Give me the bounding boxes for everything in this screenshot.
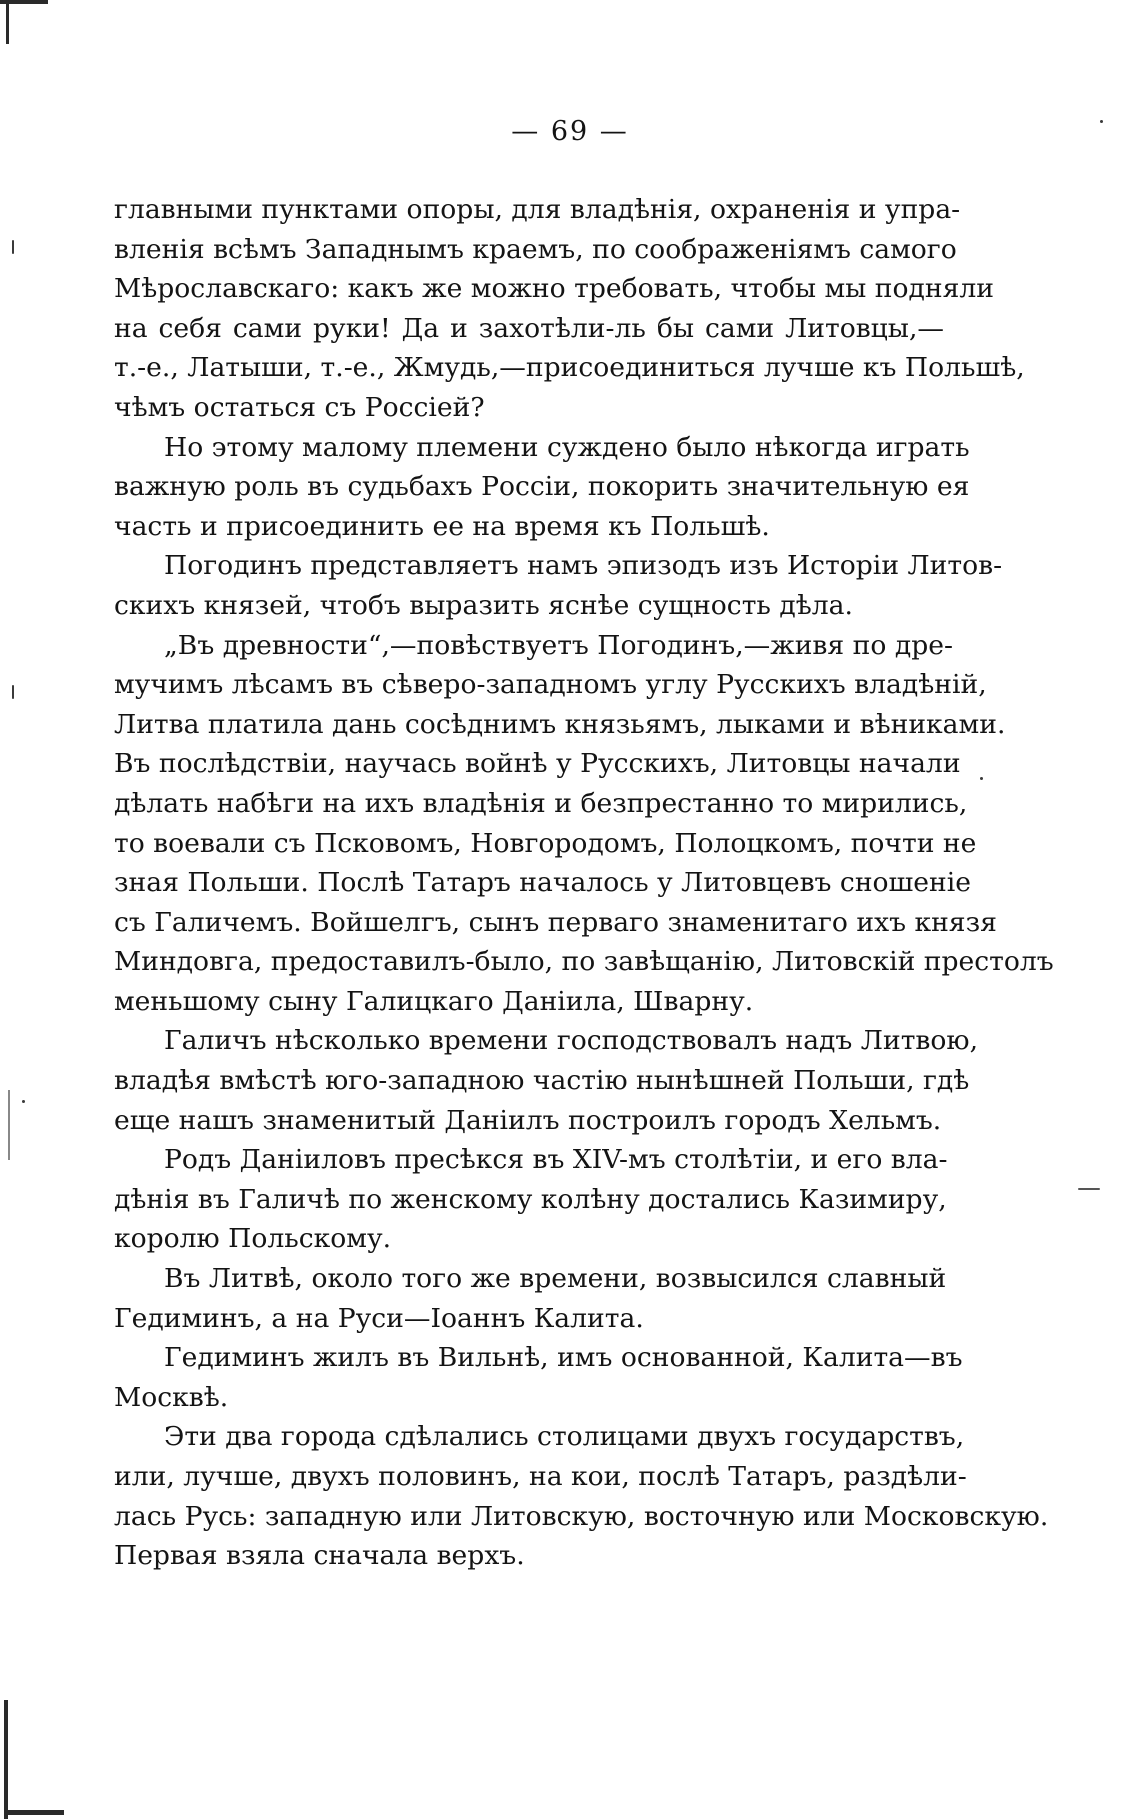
text-line: Литва платила дань сосѣднимъ князьямъ, лыками и вѣниками.: [114, 708, 1006, 740]
text-line: лась Русь: западную или Литовскую, восточную или Московскую.: [114, 1500, 1049, 1532]
text-line: съ Галичемъ. Войшелгъ, сынъ перваго знаменитаго ихъ князя: [114, 906, 997, 938]
paragraph: [114, 1417, 1049, 1575]
text-line: Гедиминъ жилъ въ Вильнѣ, имъ основанной, Калита—въ: [164, 1342, 963, 1374]
scan-edge-bottom-left: [4, 1810, 64, 1815]
text-line: Миндовга, предоставилъ-было, по завѣщанію, Литовскій престолъ: [114, 946, 1054, 978]
text-line: мучимъ лѣсамъ въ сѣверо-западномъ углу Русскихъ владѣній,: [114, 669, 987, 701]
scan-edge-left-mid: [8, 1090, 10, 1160]
paragraph: [114, 1140, 948, 1259]
scan-speck: [12, 240, 14, 254]
text-line: королю Польскому.: [114, 1223, 392, 1255]
text-line: Галичъ нѣсколько времени господствовалъ надъ Литвою,: [164, 1025, 979, 1057]
paragraph: [114, 1021, 979, 1140]
page-number: — 69 —: [511, 116, 629, 147]
text-line: Родъ Даніиловъ пресѣкся въ XIV-мъ столѣтіи, и его вла-: [164, 1144, 948, 1176]
text-line: Первая взяла сначала верхъ.: [114, 1540, 525, 1572]
body-text: [114, 190, 1054, 1576]
text-line: Гедиминъ, а на Руси—Іоаннъ Калита.: [114, 1302, 644, 1334]
text-line: дѣнія въ Галичѣ по женскому колѣну достались Казимиру,: [114, 1183, 947, 1215]
text-line: на себя сами руки! Да и захотѣли-ль бы сами Литовцы,—: [114, 312, 944, 344]
text-line: Эти два города сдѣлались столицами двухъ государствъ,: [164, 1421, 965, 1453]
text-line: скихъ князей, чтобъ выразить яснѣе сущность дѣла.: [114, 589, 853, 621]
text-line: то воевали съ Псковомъ, Новгородомъ, Полоцкомъ, почти не: [114, 827, 977, 859]
text-line: меньшому сыну Галицкаго Даніила, Шварну.: [114, 985, 754, 1017]
scan-edge-left-bottom: [4, 1700, 8, 1819]
paragraph: [114, 1259, 947, 1338]
text-line: вленія всѣмъ Западнымъ краемъ, по соображеніямъ самого: [114, 233, 957, 265]
text-line: т.-е., Латыши, т.-е., Жмудь,—присоединиться лучше къ Польшѣ,: [114, 352, 1025, 384]
text-line: владѣя вмѣстѣ юго-западною частію нынѣшней Польши, гдѣ: [114, 1065, 970, 1097]
text-line: Въ послѣдствіи, научась войнѣ у Русскихъ, Литовцы начали: [114, 748, 961, 780]
text-line: дѣлать набѣги на ихъ владѣнія и безпрестанно то мирились,: [114, 787, 968, 819]
paragraph: [114, 190, 1025, 428]
text-line: Въ Литвѣ, около того же времени, возвысился славный: [164, 1263, 947, 1295]
paragraph: [114, 626, 1054, 1022]
text-line: еще нашъ знаменитый Даніилъ построилъ городъ Хельмъ.: [114, 1104, 942, 1136]
text-line: часть и присоединить ее на время къ Польшѣ.: [114, 510, 770, 542]
scan-speck: [22, 1100, 25, 1103]
text-line: чѣмъ остаться съ Россіей?: [114, 391, 485, 423]
scan-speck: [1078, 1188, 1100, 1190]
text-line: Мѣрославскаго: какъ же можно требовать, чтобы мы подняли: [114, 273, 995, 305]
scan-edge-left-top: [6, 0, 9, 44]
paragraph: [114, 428, 970, 547]
scan-speck: [980, 777, 983, 780]
text-line: Москвѣ.: [114, 1381, 229, 1413]
text-line: „Въ древности“,—повѣствуетъ Погодинъ,—живя по дре-: [164, 629, 953, 661]
text-line: важную роль въ судьбахъ Россіи, покорить значительную ея: [114, 471, 970, 503]
text-line: Погодинъ представляетъ намъ эпизодъ изъ Исторіи Литов-: [164, 550, 1003, 582]
text-line: главными пунктами опоры, для владѣнія, охраненія и упра-: [114, 194, 961, 225]
paragraph: [114, 546, 1003, 625]
text-line: зная Польши. Послѣ Татаръ началось у Литовцевъ сношеніе: [114, 867, 971, 899]
paragraph: [114, 1338, 963, 1417]
text-line: или, лучше, двухъ половинъ, на кои, послѣ Татаръ, раздѣли-: [114, 1461, 967, 1492]
scan-speck: [12, 685, 14, 699]
text-line: Но этому малому племени суждено было нѣкогда играть: [164, 431, 970, 463]
